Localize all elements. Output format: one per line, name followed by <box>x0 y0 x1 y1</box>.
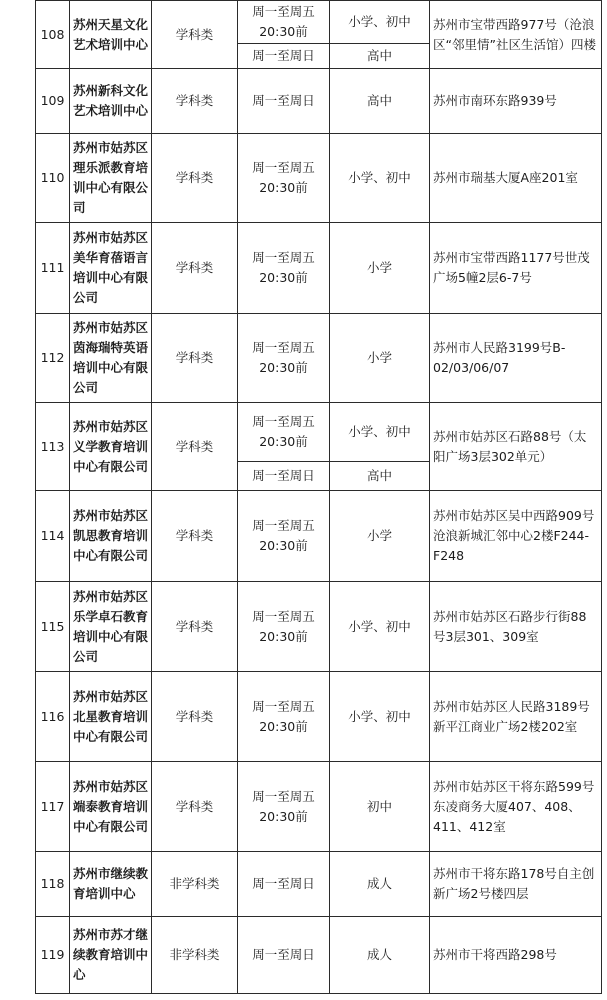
institution-name: 苏州市姑苏区北星教育培训中心有限公司 <box>70 672 152 762</box>
address: 苏州市姑苏区石路步行街88号3层301、309室 <box>430 582 602 672</box>
table-row <box>36 491 602 582</box>
address: 苏州市宝带西路1177号世茂广场5幢2层6-7号 <box>430 223 602 314</box>
grade-level: 成人 <box>330 852 430 917</box>
address: 苏州市干将东路178号自主创新广场2号楼四层 <box>430 852 602 917</box>
row-number: 108 <box>36 1 70 69</box>
grade-level: 小学 <box>330 223 430 314</box>
grade-level: 初中 <box>330 762 430 852</box>
institution-name: 苏州市姑苏区茵海瑞特英语培训中心有限公司 <box>70 314 152 403</box>
schedule-time: 周一至周五20:30前 <box>238 582 330 672</box>
schedule-time: 周一至周五20:30前 <box>238 1 330 44</box>
address: 苏州市南环东路939号 <box>430 69 602 134</box>
address: 苏州市姑苏区干将东路599号东凌商务大厦407、408、411、412室 <box>430 762 602 852</box>
grade-level: 高中 <box>330 44 430 69</box>
category: 学科类 <box>152 1 238 69</box>
grade-level: 小学、初中 <box>330 134 430 223</box>
category: 学科类 <box>152 672 238 762</box>
schedule-time: 周一至周五20:30前 <box>238 403 330 462</box>
address: 苏州市人民路3199号B-02/03/06/07 <box>430 314 602 403</box>
table-row <box>36 403 602 462</box>
institution-name: 苏州市姑苏区义学教育培训中心有限公司 <box>70 403 152 491</box>
institution-name: 苏州市苏才继续教育培训中心 <box>70 917 152 994</box>
address: 苏州市姑苏区人民路3189号新平江商业广场2楼202室 <box>430 672 602 762</box>
schedule-time: 周一至周五20:30前 <box>238 314 330 403</box>
category: 学科类 <box>152 69 238 134</box>
institution-name: 苏州市姑苏区端泰教育培训中心有限公司 <box>70 762 152 852</box>
grade-level: 小学、初中 <box>330 1 430 44</box>
grade-level: 高中 <box>330 69 430 134</box>
schedule-time: 周一至周日 <box>238 462 330 491</box>
schedule-time: 周一至周五20:30前 <box>238 491 330 582</box>
institution-name: 苏州市姑苏区理乐派教育培训中心有限公司 <box>70 134 152 223</box>
institution-name: 苏州新科文化艺术培训中心 <box>70 69 152 134</box>
category: 非学科类 <box>152 852 238 917</box>
institution-name: 苏州市姑苏区美华育蓓语言培训中心有限公司 <box>70 223 152 314</box>
institution-name: 苏州市姑苏区乐学卓石教育培训中心有限公司 <box>70 582 152 672</box>
schedule-time: 周一至周日 <box>238 852 330 917</box>
row-number: 119 <box>36 917 70 994</box>
schedule-time: 周一至周五20:30前 <box>238 762 330 852</box>
category: 学科类 <box>152 582 238 672</box>
table-row <box>36 762 602 852</box>
table-row <box>36 582 602 672</box>
address: 苏州市宝带西路977号（沧浪区“邻里情”社区生活馆）四楼 <box>430 1 602 69</box>
row-number: 109 <box>36 69 70 134</box>
table-row <box>36 672 602 762</box>
grade-level: 小学、初中 <box>330 672 430 762</box>
category: 非学科类 <box>152 917 238 994</box>
row-number: 110 <box>36 134 70 223</box>
category: 学科类 <box>152 762 238 852</box>
institution-table <box>35 0 602 994</box>
table-row <box>36 917 602 994</box>
grade-level: 高中 <box>330 462 430 491</box>
row-number: 111 <box>36 223 70 314</box>
institution-name: 苏州市继续教育培训中心 <box>70 852 152 917</box>
row-number: 113 <box>36 403 70 491</box>
address: 苏州市瑞基大厦A座201室 <box>430 134 602 223</box>
table-row <box>36 69 602 134</box>
row-number: 114 <box>36 491 70 582</box>
row-number: 112 <box>36 314 70 403</box>
address: 苏州市干将西路298号 <box>430 917 602 994</box>
row-number: 118 <box>36 852 70 917</box>
schedule-time: 周一至周五20:30前 <box>238 672 330 762</box>
schedule-time: 周一至周五20:30前 <box>238 134 330 223</box>
schedule-time: 周一至周日 <box>238 69 330 134</box>
grade-level: 成人 <box>330 917 430 994</box>
row-number: 115 <box>36 582 70 672</box>
address: 苏州市姑苏区石路88号（太阳广场3层302单元） <box>430 403 602 491</box>
schedule-time: 周一至周日 <box>238 917 330 994</box>
grade-level: 小学 <box>330 491 430 582</box>
address: 苏州市姑苏区吴中西路909号沧浪新城汇邻中心2楼F244-F248 <box>430 491 602 582</box>
schedule-time: 周一至周日 <box>238 44 330 69</box>
category: 学科类 <box>152 403 238 491</box>
category: 学科类 <box>152 134 238 223</box>
institution-name: 苏州市姑苏区凯思教育培训中心有限公司 <box>70 491 152 582</box>
schedule-time: 周一至周五20:30前 <box>238 223 330 314</box>
table-row <box>36 1 602 44</box>
grade-level: 小学 <box>330 314 430 403</box>
row-number: 117 <box>36 762 70 852</box>
category: 学科类 <box>152 223 238 314</box>
table-row <box>36 134 602 223</box>
category: 学科类 <box>152 491 238 582</box>
institution-name: 苏州天星文化艺术培训中心 <box>70 1 152 69</box>
grade-level: 小学、初中 <box>330 403 430 462</box>
grade-level: 小学、初中 <box>330 582 430 672</box>
table-row <box>36 314 602 403</box>
table-row <box>36 223 602 314</box>
category: 学科类 <box>152 314 238 403</box>
table-row <box>36 852 602 917</box>
row-number: 116 <box>36 672 70 762</box>
